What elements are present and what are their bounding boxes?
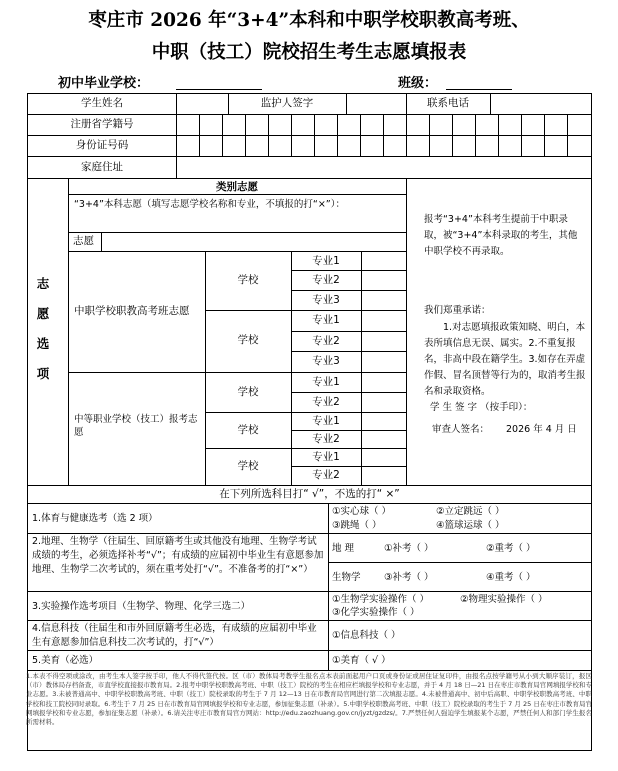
class-label: 班级：	[398, 76, 438, 91]
table-row-line	[205, 310, 406, 311]
guardian-sign-label: 监护人签字	[260, 97, 314, 109]
elective-row1-label: 1.体育与健康选考（选 2 项）	[32, 513, 158, 524]
bio-chongkao-option[interactable]: ④重考（ ）	[486, 572, 536, 583]
major-label: 专业1	[312, 376, 340, 388]
school-label-4: 学校	[237, 424, 259, 436]
page-title-line2: 中职（技工）院校招生考生志愿填报表	[151, 42, 467, 63]
id-grid-line	[199, 135, 200, 156]
school-label-3: 学校	[237, 386, 259, 398]
reg-grid-line	[337, 114, 338, 135]
contact-label: 联系电话	[427, 97, 469, 109]
table-col-line	[406, 178, 407, 485]
table-border-right	[591, 93, 592, 750]
major-label: 专业2	[312, 433, 340, 445]
id-grid-line	[360, 135, 361, 156]
table-row-line	[68, 194, 406, 195]
major-label: 专业1	[312, 255, 340, 267]
table-row-line	[27, 533, 592, 534]
reg-grid-line	[222, 114, 223, 135]
reg-grid-line	[360, 114, 361, 135]
reg-grid-line	[383, 114, 384, 135]
id-grid-line	[268, 135, 269, 156]
major-label: 专业1	[312, 451, 340, 463]
id-grid-line	[544, 135, 545, 156]
footnote: 1.本表不得空项或涂改，由考生本人签字按手印，他人不得代签代按。区（市）教体局考教学生报名点本表前面起用户口页或身份证或居住证复印件，由报名点按学籍号从小到大顺序装订，报区（市）教体局存档备查，市直学校直接报市教育局。2.报考中职学校职教高考班、中职（技工）院校的考生在相应栏填报学校和专业志愿，并于 4 月 18 日—21 日在枣庄市教育局官网填报学校和专业志愿。3.未被普通高中、中职学校职教高考班、中职（技工）院校录取的考生于 7 月 12—13 日在市教育局官网进行第二次填报志愿。4.未被普通高中、初中后高职、中职学校职教高考班、中职学校和技工院校同时录取。6.考生于 7 月 25 日在市教育局官网填报学校和专业志愿，参加征集志愿（补录）。5.中职学校职教高考班、中职（技工）院校录取的考生于 7 月 25 日在枣庄市教育局官网填报学校和专业志愿，参加征集志愿（补录）。6.请关注枣庄市教育局官方网站：http://edu.zaozhuang.gov.cn/jyzt/gzdzs/。7.严禁任何人强迫学生填报某个志愿，严禁任何人和部门学生报名所需材料。	[26, 672, 592, 727]
meiyu-option[interactable]: ①美育（ √ ）	[332, 655, 391, 666]
geography-label: 地 理	[332, 543, 355, 554]
table-row-line	[27, 591, 592, 592]
volunteer-char: 选	[36, 336, 50, 351]
major-label: 专业2	[312, 469, 340, 481]
table-row-line	[291, 290, 406, 291]
option-shixinqiu[interactable]: ①实心球（ ）	[332, 506, 392, 517]
bio-bukao-option[interactable]: ③补考（ ）	[384, 572, 434, 583]
reg-grid-line	[544, 114, 545, 135]
zhiyuan-label: 志愿	[73, 235, 94, 247]
table-col-line	[176, 93, 177, 178]
reg-grid-line	[291, 114, 292, 135]
table-row-line	[27, 156, 592, 157]
reg-grid-line	[429, 114, 430, 135]
reg-grid-line	[521, 114, 522, 135]
id-grid-line	[521, 135, 522, 156]
table-col-line	[68, 178, 69, 485]
major-label: 专业1	[312, 415, 340, 427]
major-label: 专业1	[312, 314, 340, 326]
reg-grid-line	[245, 114, 246, 135]
reviewer-sign-label[interactable]: 审查人签名：	[432, 424, 490, 435]
table-row-line	[291, 466, 406, 467]
category-header: 类别志愿	[216, 181, 258, 193]
reg-grid-line	[314, 114, 315, 135]
register-no-label: 注册省学籍号	[70, 118, 134, 130]
reg-grid-line	[475, 114, 476, 135]
table-col-line	[101, 232, 102, 251]
table-border-left	[27, 93, 28, 750]
table-row-line	[68, 251, 406, 252]
table-row-line	[27, 503, 592, 504]
id-grid-line	[475, 135, 476, 156]
volunteer-char: 愿	[36, 306, 50, 321]
id-grid-line	[291, 135, 292, 156]
volunteer-char: 项	[36, 366, 50, 381]
class-underline[interactable]	[446, 89, 512, 90]
reg-grid-line	[498, 114, 499, 135]
student-sign-label[interactable]: 学 生 签 字 （按手印）：	[430, 402, 533, 413]
id-grid-line	[383, 135, 384, 156]
table-row-line	[27, 670, 592, 671]
volunteer-char: 志	[36, 276, 50, 291]
elective-row2-label: 2.地理、生物学（往届生、回原籍考生或其他没有地理、生物学考试成绩的考生，必须选择补考“√”；有成绩的应届初中毕业生有意愿参加地理、生物学二次考试的，须在重考处打“√”。不准备考的打“×”）	[32, 536, 324, 576]
student-name-label: 学生姓名	[81, 97, 123, 109]
table-row-line	[291, 392, 406, 393]
table-border-top	[27, 93, 592, 94]
table-row-line	[27, 178, 592, 179]
page-title-line1: 枣庄市 2026 年“3+4”本科和中职学校职教高考班、	[88, 10, 530, 31]
table-row-line	[27, 485, 592, 486]
reg-grid-line	[199, 114, 200, 135]
table-row-line	[27, 620, 592, 621]
major-label: 专业2	[312, 335, 340, 347]
id-grid-line	[245, 135, 246, 156]
major-label: 专业3	[312, 355, 340, 367]
infotech-option[interactable]: ①信息科技（ ）	[332, 630, 401, 641]
elective-row3-label: 3.实验操作选考项目（生物学、物理、化学三选二）	[32, 601, 251, 612]
table-row-line	[27, 135, 592, 136]
table-row-line	[205, 448, 406, 449]
table-col-line	[328, 503, 329, 670]
elective-header: 在下列所选科目打“ √”，不选的打“ ×”	[219, 488, 400, 500]
bio-lab-option[interactable]: ①生物学实验操作（ ）	[332, 594, 430, 605]
table-row-line	[291, 430, 406, 431]
school-underline[interactable]	[176, 89, 262, 90]
chem-lab-option[interactable]: ③化学实验操作（ ）	[332, 607, 420, 618]
table-col-line	[490, 93, 491, 114]
sanjiasi-text: “3+4”本科志愿（填写志愿学校名称和专业，不填报的打“×”）：	[74, 199, 345, 210]
promise-title: 我们郑重承诺：	[424, 305, 491, 316]
school-label-2: 学校	[237, 334, 259, 346]
elective-row5-label: 5.美育（必选）	[32, 655, 99, 666]
table-row-line	[68, 372, 406, 373]
table-row-line	[291, 270, 406, 271]
reg-grid-line	[268, 114, 269, 135]
note-sanjiasi: 报考“3+4”本科考生提前于中职录取，被“3+4”本科录取的考生，其他中职学校不再录取。	[424, 214, 578, 257]
sign-date: 2026 年 4 月 日	[506, 424, 577, 435]
table-col-line	[346, 93, 347, 114]
table-row-line	[291, 351, 406, 352]
school-label-1: 学校	[237, 274, 259, 286]
option-tiaosheng[interactable]: ③跳绳（ ）	[332, 520, 382, 531]
table-row-line	[291, 331, 406, 332]
id-grid-line	[567, 135, 568, 156]
id-no-label: 身份证号码	[75, 139, 129, 151]
table-row-line	[328, 562, 592, 563]
geo-chongkao-option[interactable]: ②重考（ ）	[486, 543, 536, 554]
major-label: 专业2	[312, 396, 340, 408]
table-border-bottom	[27, 750, 592, 751]
zhigao-label: 中职学校职教高考班志愿	[74, 305, 190, 317]
biology-label: 生物学	[332, 572, 361, 583]
table-row-line	[27, 650, 592, 651]
option-lidingtiaoyuan[interactable]: ②立定跳远（ ）	[436, 506, 505, 517]
jigong-label: 中等职业学校（技工）报考志愿	[74, 414, 198, 438]
address-label: 家庭住址	[81, 161, 123, 173]
geo-bukao-option[interactable]: ①补考（ ）	[384, 543, 434, 554]
id-grid-line	[337, 135, 338, 156]
elective-row4-label: 4.信息科技（往届生和市外回原籍考生必选，有成绩的应届初中毕业生有意愿参加信息科技二次考试的，打“√”）	[32, 623, 317, 648]
school-label-5: 学校	[237, 460, 259, 472]
id-grid-line	[406, 135, 407, 156]
major-label: 专业3	[312, 294, 340, 306]
school-label: 初中毕业学校：	[58, 76, 150, 91]
volunteer-section-label	[28, 269, 58, 389]
reg-grid-line	[406, 114, 407, 135]
physics-lab-option[interactable]: ②物理实验操作（ ）	[460, 594, 548, 605]
table-col-line	[361, 251, 362, 485]
reg-grid-line	[567, 114, 568, 135]
id-grid-line	[429, 135, 430, 156]
major-label: 专业2	[312, 274, 340, 286]
table-row-line	[205, 412, 406, 413]
id-grid-line	[314, 135, 315, 156]
reg-grid-line	[452, 114, 453, 135]
table-row-line	[27, 114, 592, 115]
id-grid-line	[452, 135, 453, 156]
id-grid-line	[222, 135, 223, 156]
table-row-line	[101, 232, 406, 233]
promise-body: 1.对志愿填报政策知晓、明白，本表所填信息无误、属实。2.不重复报名，非高中段在籍学生。3.如存在弄虚作假、冒名顶替等行为的，取消考生报名和录取资格。	[424, 322, 586, 397]
option-lanqiu[interactable]: ④篮球运球（ ）	[436, 520, 505, 531]
id-grid-line	[498, 135, 499, 156]
